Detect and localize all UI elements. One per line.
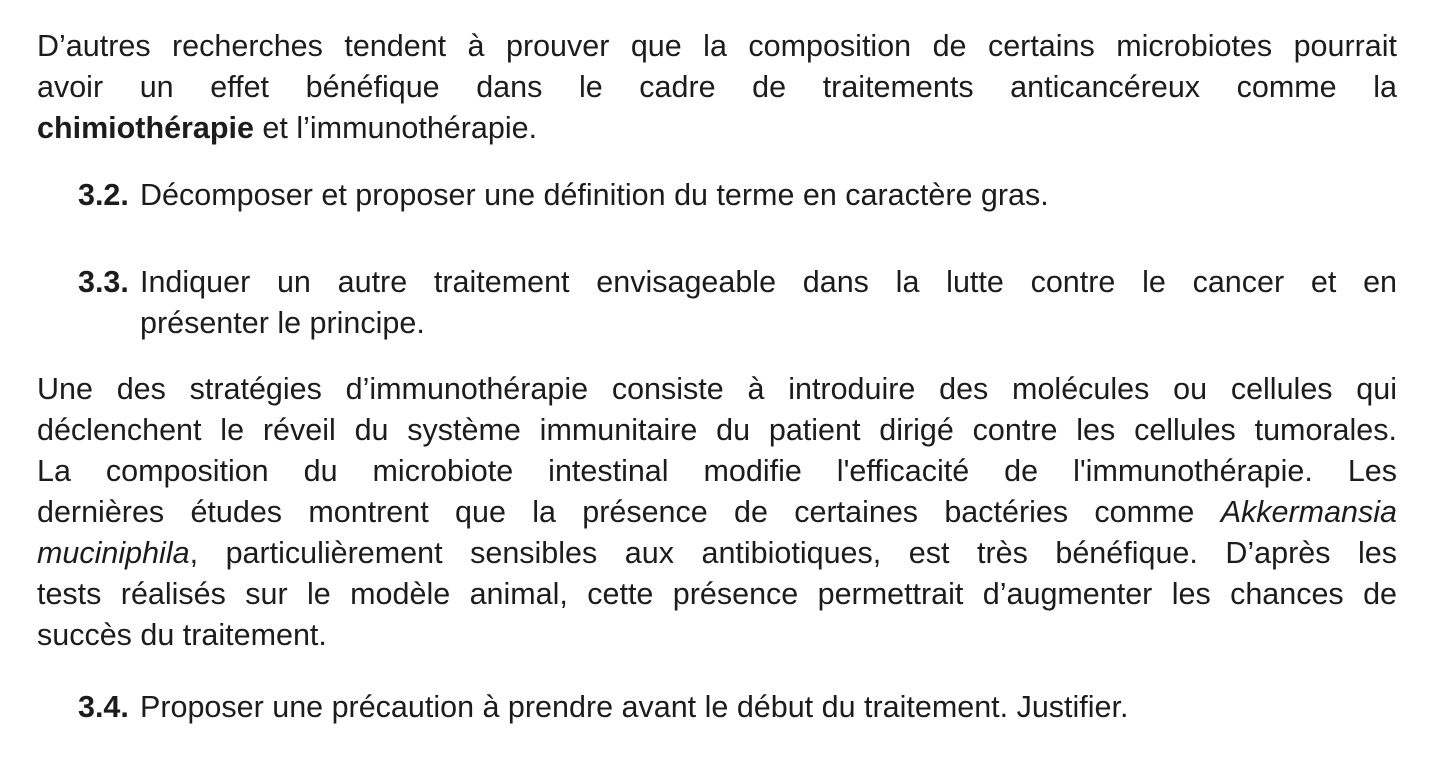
question-number: 3.3. — [78, 265, 129, 299]
body-line-2: déclenchent le réveil du système immunitaire du patient dirigé contre les cellules tumorales. — [37, 413, 1397, 447]
body-line-5 — [37, 533, 1397, 574]
question-number: 3.4. — [78, 690, 129, 724]
body-line-4 — [37, 492, 1397, 533]
question-3-2 — [78, 175, 1397, 216]
bold-term: chimiothérapie — [37, 111, 254, 145]
body-line-6: tests réalisés sur le modèle animal, cette présence permettrait d’augmenter les chances de — [37, 577, 1397, 611]
intro-line-1: D’autres recherches tendent à prouver que la composition de certains microbiotes pourrait — [37, 29, 1397, 63]
species-genus: Akkermansia — [1220, 495, 1397, 529]
body-line-7: succès du traitement. — [37, 618, 327, 652]
body-line-4-start: dernières études montrent que la présence de certaines bactéries comme — [37, 495, 1221, 529]
body-line-3: La composition du microbiote intestinal modifie l'efficacité de l'immunothérapie. Les — [37, 454, 1397, 488]
question-text-line-2: présenter le principe. — [140, 306, 425, 340]
body-line-5-rest: , particulièrement sensibles aux antibiotiques, est très bénéfique. D’après les — [189, 536, 1397, 570]
body-line-1: Une des stratégies d’immunothérapie consiste à introduire des molécules ou cellules qui — [37, 372, 1397, 406]
intro-line-2: avoir un effet bénéfique dans le cadre de traitements anticancéreux comme la — [37, 70, 1397, 104]
question-3-3 — [78, 262, 1397, 344]
question-text-line-1: Indiquer un autre traitement envisageable dans la lutte contre le cancer et en — [140, 265, 1397, 299]
species-epithet: muciniphila — [37, 536, 190, 570]
question-text: Décomposer et proposer une définition du terme en caractère gras. — [140, 178, 1049, 212]
body-paragraph — [37, 369, 1397, 656]
intro-line-3 — [37, 108, 1397, 149]
intro-line-3-rest: et l’immunothérapie. — [253, 111, 538, 145]
intro-paragraph — [37, 26, 1397, 149]
question-3-4 — [78, 687, 1397, 728]
question-text: Proposer une précaution à prendre avant le début du traitement. Justifier. — [140, 690, 1129, 724]
question-number: 3.2. — [78, 178, 129, 212]
question-3-3-line-1 — [78, 262, 1397, 303]
